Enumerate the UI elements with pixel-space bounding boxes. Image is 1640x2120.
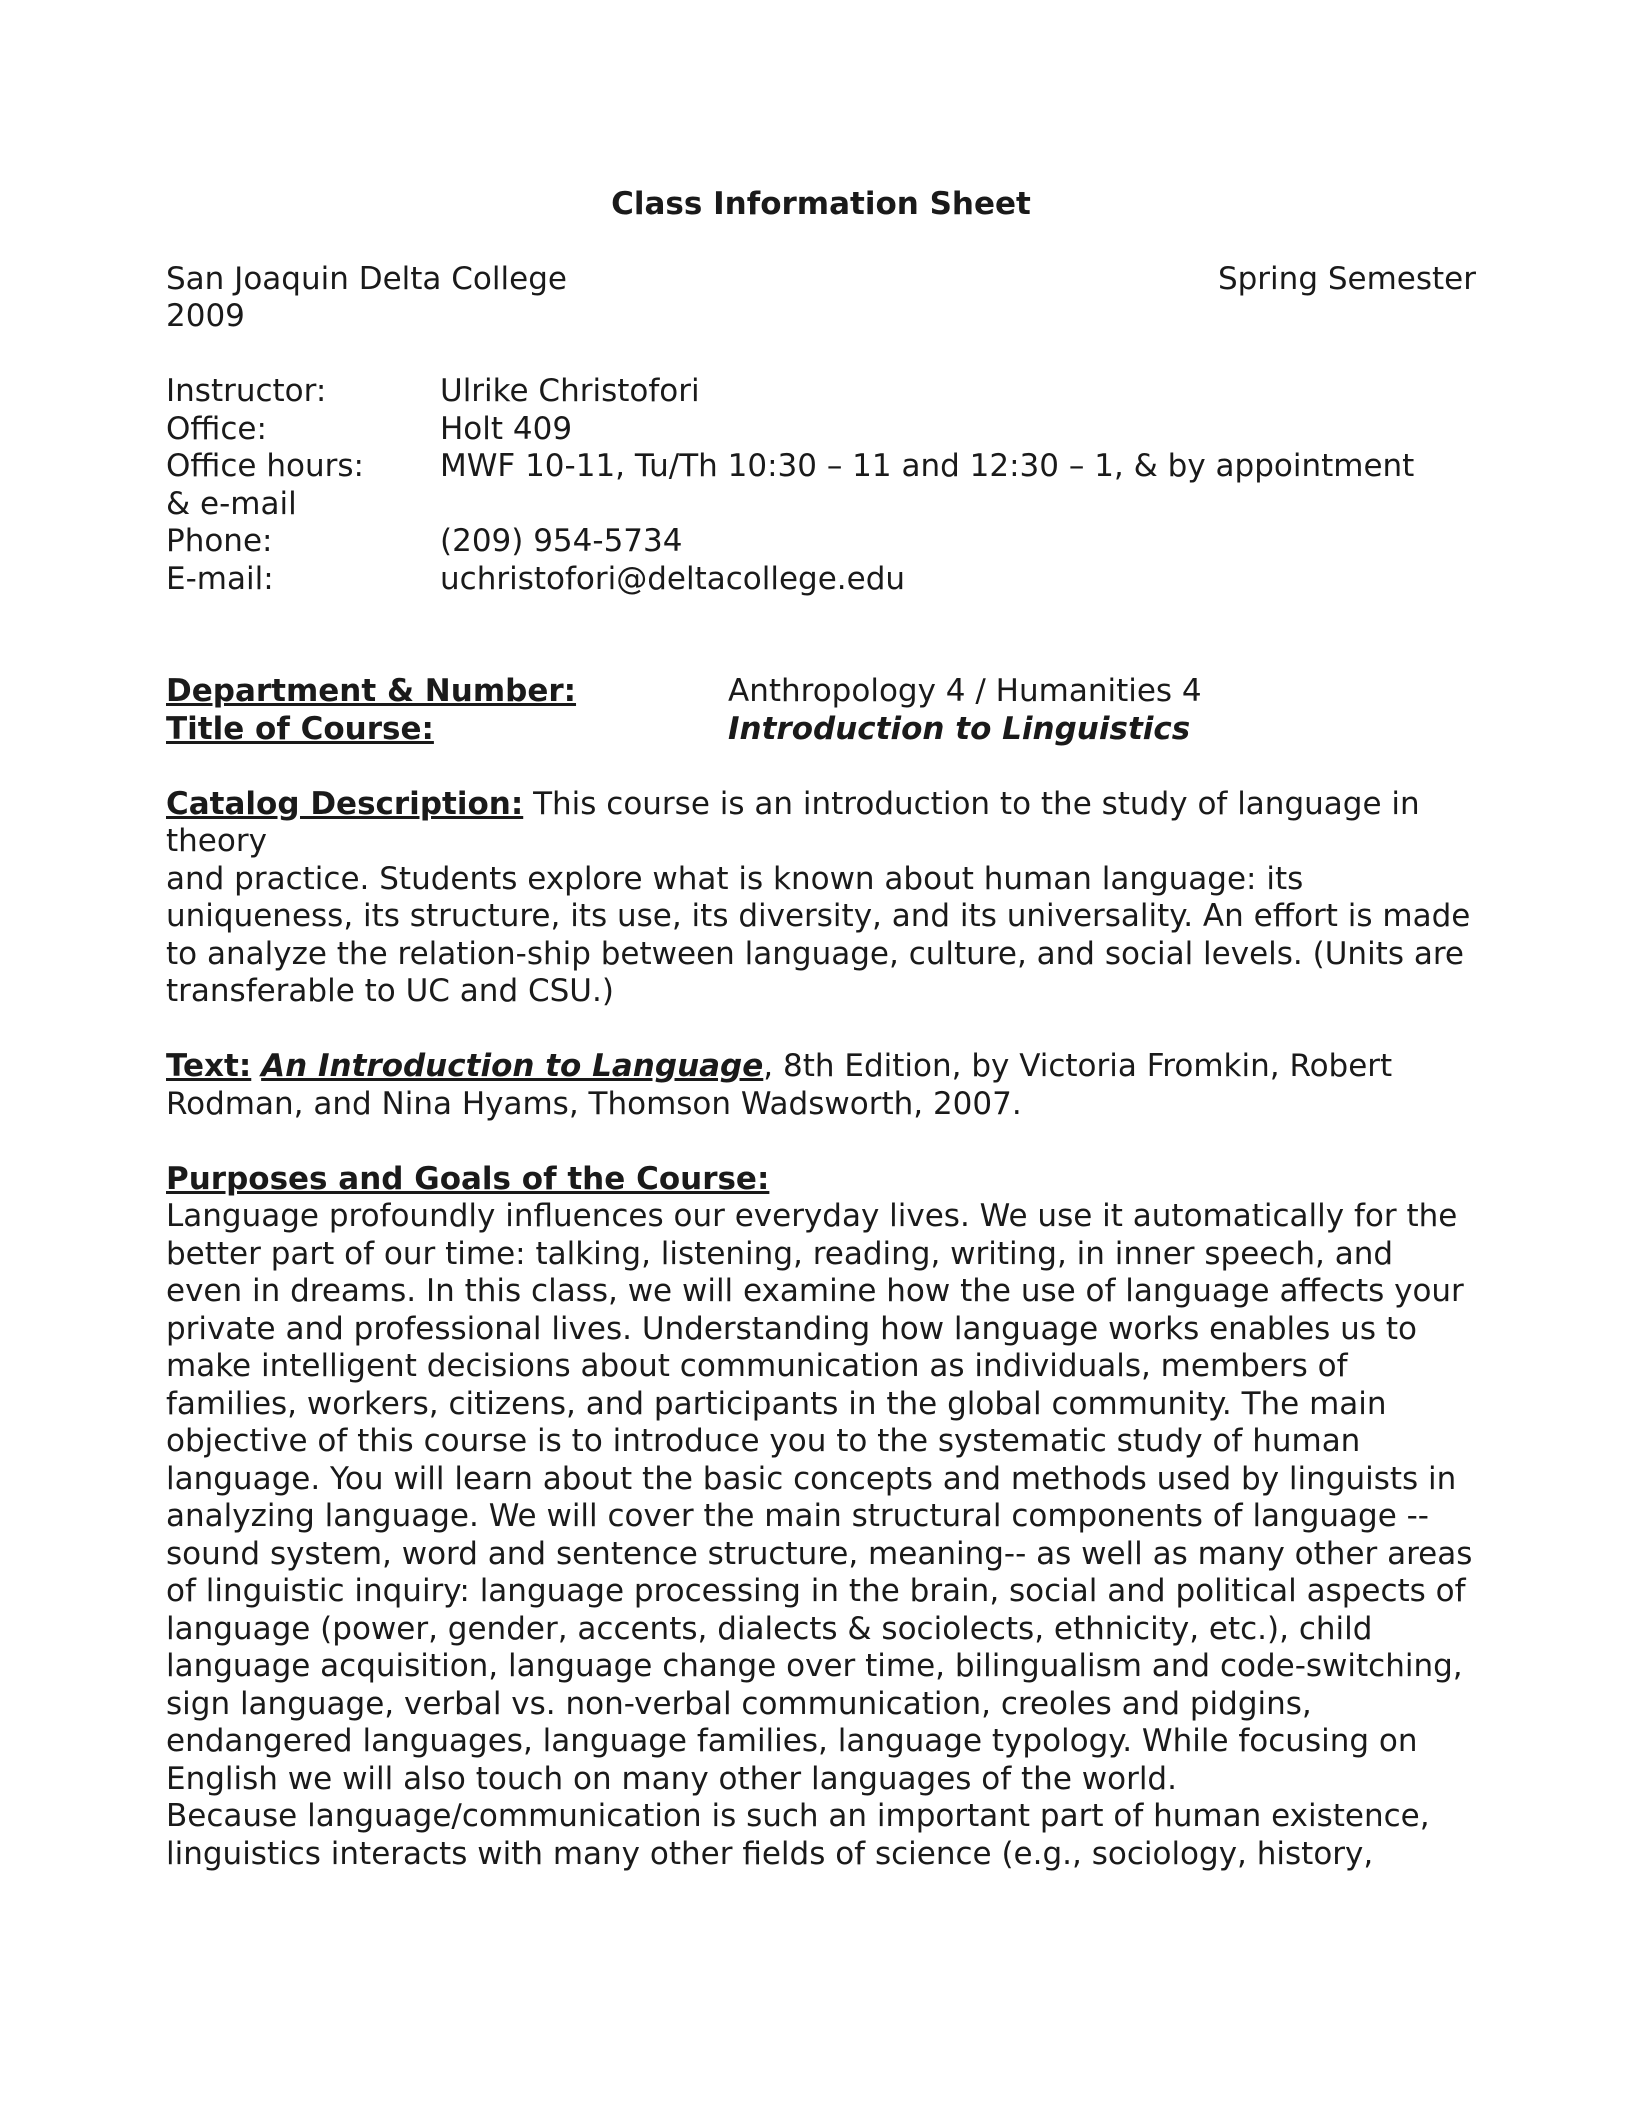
course-title-row (166, 711, 1476, 749)
document-page (166, 186, 1476, 1873)
phone-value: (209) 954-5734 (440, 523, 683, 559)
email-value: uchristofori@deltacollege.edu (440, 560, 906, 597)
course-title-value: Introduction to Linguistics (728, 710, 1191, 747)
office-hours-row (166, 448, 1476, 486)
email-row (166, 561, 1476, 599)
textbook-details: , 8th Edition, by Victoria Fromkin, Robert Rodman, and Nina Hyams, Thomson Wadsworth, 2007. (166, 1048, 1393, 1122)
catalog-label: Catalog Description: (166, 785, 524, 822)
department-value: Anthropology 4 / Humanities 4 (728, 673, 1202, 709)
department-row (166, 673, 1476, 711)
text-label: Text: (166, 1048, 252, 1084)
college-name: San Joaquin Delta College (166, 260, 567, 297)
purposes-paragraph-2: Because language/communication is such an important part of human existence, linguistics interacts with many other fields of science (e.g., sociology, history, (166, 1798, 1430, 1872)
catalog-first-line: This course is an introduction to the study of language in theory (166, 785, 1420, 859)
office-hours-value: MWF 10-11, Tu/Th 10:30 – 11 and 12:30 – 1, & by appointment (440, 448, 1415, 484)
text-section (166, 1048, 1476, 1123)
instructor-label: Instructor: (166, 373, 327, 409)
office-row (166, 411, 1476, 449)
office-hours-label: Office hours: (166, 448, 364, 484)
email-label: E-mail: (166, 560, 274, 597)
purposes-paragraph-1: Language profoundly influences our everyday lives. We use it automatically for the better part of our time: talking, listening, reading, writing, in inner speech, and even in dreams. In this class, we will examine how the use of language affects your private and professional lives. Understanding how language works enables us to make intelligent decisions about communication as individuals, members of families, workers, citizens, and participants in the global community. The main objective of this course is to introduce you to the systematic study of human language. You will learn about the basic concepts and methods used by linguists in analyzing language. We will cover the main structural components of language --sound system, word and sentence structure, meaning-- as well as many other areas of linguistic inquiry: language processing in the brain, social and political aspects of language (power, gender, accents, dialects & sociolects, ethnicity, etc.), child language acquisition, language change over time, bilingualism and code-switching, sign language, verbal vs. non-verbal communication, creoles and pidgins, endangered languages, language families, language typology. While focusing on English we will also touch on many other languages of the world. (166, 1198, 1473, 1797)
purposes-heading: Purposes and Goals of the Course: (166, 1160, 770, 1197)
semester: Spring Semester (1217, 260, 1476, 297)
instructor-row (166, 373, 1476, 411)
header-row (166, 261, 1476, 299)
office-label: Office: (166, 410, 267, 447)
office-value: Holt 409 (440, 410, 573, 447)
phone-label: Phone: (166, 523, 273, 559)
office-hours-continuation: & e-mail (166, 485, 297, 522)
course-title-label: Title of Course: (166, 710, 434, 747)
instructor-value: Ulrike Christofori (440, 373, 700, 409)
phone-row (166, 523, 1476, 561)
catalog-body: and practice. Students explore what is known about human language: its uniqueness, its structure, its use, its diversity, and its universality. An effort is made to analyze the relation-ship between language, culture, and social levels. (Units are transferable to UC and CSU.) (166, 860, 1471, 1009)
catalog-description (166, 786, 1476, 861)
year: 2009 (166, 298, 245, 334)
department-label: Department & Number: (166, 673, 577, 709)
textbook-title: An Introduction to Language (261, 1048, 764, 1084)
page-title: Class Information Sheet (611, 186, 1031, 222)
